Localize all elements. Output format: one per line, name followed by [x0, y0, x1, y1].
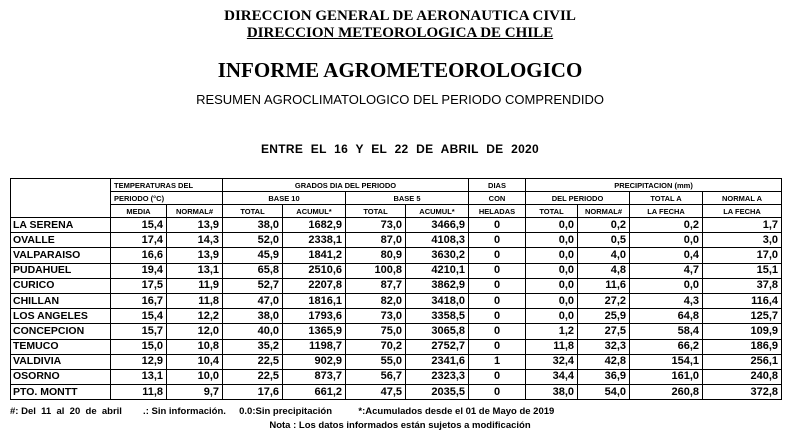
b10-total: 52,0	[223, 233, 283, 248]
precip-normal-to-date: 1,7	[703, 218, 782, 233]
col-b5-acumul: ACUMUL*	[406, 205, 469, 218]
b5-acumul: 2341,6	[406, 354, 469, 369]
col-b10-acumul: ACUMUL*	[283, 205, 346, 218]
office-name: DIRECCION METEOROLOGICA DE CHILE	[246, 25, 554, 41]
b5-acumul: 3358,5	[406, 309, 469, 324]
b10-acumul: 1682,9	[283, 218, 346, 233]
precip-total-to-date: 161,0	[630, 369, 703, 384]
precip-normal-to-date: 125,7	[703, 309, 782, 324]
precip-normal-to-date: 186,9	[703, 339, 782, 354]
b10-acumul: 1793,6	[283, 309, 346, 324]
legend-footnote: #: Del 11 al 20 de abril .: Sin información. 0.0:Sin precipitación *:Acumulados desde el 01 de Mayo de 2019	[10, 406, 555, 417]
b5-total: 55,0	[346, 354, 406, 369]
col-b5-total: TOTAL	[346, 205, 406, 218]
b10-acumul: 1365,9	[283, 324, 346, 339]
b5-total: 87,7	[346, 278, 406, 293]
report-subtitle: RESUMEN AGROCLIMATOLOGICO DEL PERIODO COMPRENDIDO	[196, 92, 604, 107]
temp-media: 17,4	[111, 233, 167, 248]
table-row	[11, 233, 782, 248]
b5-acumul: 3065,8	[406, 324, 469, 339]
temp-media: 19,4	[111, 263, 167, 278]
temp-media: 11,8	[111, 385, 167, 400]
temp-media: 12,9	[111, 354, 167, 369]
station-name: OSORNO	[11, 369, 111, 384]
table-row	[11, 385, 782, 400]
b5-acumul: 2752,7	[406, 339, 469, 354]
frost-days: 0	[469, 263, 526, 278]
precip-normal: 27,5	[578, 324, 630, 339]
b10-total: 40,0	[223, 324, 283, 339]
table-row	[11, 354, 782, 369]
precip-normal-to-date: 372,8	[703, 385, 782, 400]
frost-days: 0	[469, 278, 526, 293]
frost-days-header-3: HELADAS	[469, 205, 526, 218]
station-header	[11, 179, 111, 218]
precip-total-to-date: 0,4	[630, 248, 703, 263]
precip-normal: 4,0	[578, 248, 630, 263]
precip-total-to-date: 4,3	[630, 293, 703, 308]
precip-normal-to-date: 15,1	[703, 263, 782, 278]
temp-media: 15,4	[111, 218, 167, 233]
precip-total: 0,0	[526, 293, 578, 308]
precip-normal-to-date: 240,8	[703, 369, 782, 384]
precip-total: 0,0	[526, 248, 578, 263]
b5-acumul: 3466,9	[406, 218, 469, 233]
precip-normal-to-date: 3,0	[703, 233, 782, 248]
station-name: PTO. MONTT	[11, 385, 111, 400]
precip-normal: 42,8	[578, 354, 630, 369]
table-row	[11, 293, 782, 308]
precip-normal: 0,5	[578, 233, 630, 248]
precip-total: 34,4	[526, 369, 578, 384]
b10-total: 22,5	[223, 369, 283, 384]
precip-total: 0,0	[526, 233, 578, 248]
b5-acumul: 4108,3	[406, 233, 469, 248]
station-name: CHILLAN	[11, 293, 111, 308]
precip-total: 0,0	[526, 263, 578, 278]
station-name: VALDIVIA	[11, 354, 111, 369]
precip-normal: 25,9	[578, 309, 630, 324]
table-row	[11, 369, 782, 384]
temp-period-header: PERIODO (°C)	[111, 192, 223, 205]
precip-normal-to-date: 37,8	[703, 278, 782, 293]
precip-total-to-date: 58,4	[630, 324, 703, 339]
b5-acumul: 3862,9	[406, 278, 469, 293]
precip-total-to-date: 0,2	[630, 218, 703, 233]
precip-total: 38,0	[526, 385, 578, 400]
b10-total: 47,0	[223, 293, 283, 308]
disclaimer-note: Nota : Los datos informados están sujetos a modificación	[269, 420, 531, 431]
precip-normal: 32,3	[578, 339, 630, 354]
precip-total-to-date: 154,1	[630, 354, 703, 369]
b5-total: 73,0	[346, 218, 406, 233]
frost-days: 0	[469, 339, 526, 354]
table-row	[11, 248, 782, 263]
temp-normal: 10,0	[167, 369, 223, 384]
b10-acumul: 1198,7	[283, 339, 346, 354]
precip-total: 11,8	[526, 339, 578, 354]
table-row	[11, 324, 782, 339]
precip-period-header: DEL PERIODO	[526, 192, 630, 205]
b5-total: 75,0	[346, 324, 406, 339]
col-precip-normal: NORMAL#	[578, 205, 630, 218]
col-b10-total: TOTAL	[223, 205, 283, 218]
temp-normal: 11,9	[167, 278, 223, 293]
precip-header: PRECIPITACION (mm)	[526, 179, 782, 192]
precip-normal: 0,2	[578, 218, 630, 233]
col-normal-temp: NORMAL#	[167, 205, 223, 218]
b10-total: 52,7	[223, 278, 283, 293]
frost-days: 0	[469, 309, 526, 324]
station-name: LA SERENA	[11, 218, 111, 233]
total-to-date-header-1: TOTAL A	[630, 192, 703, 205]
precip-total-to-date: 66,2	[630, 339, 703, 354]
agro-data-table	[10, 178, 782, 400]
precip-total: 1,2	[526, 324, 578, 339]
station-name: LOS ANGELES	[11, 309, 111, 324]
b5-total: 82,0	[346, 293, 406, 308]
b5-total: 56,7	[346, 369, 406, 384]
temp-normal: 13,9	[167, 218, 223, 233]
temp-normal: 9,7	[167, 385, 223, 400]
precip-total-to-date: 0,0	[630, 278, 703, 293]
b10-total: 38,0	[223, 309, 283, 324]
report-title: INFORME AGROMETEOROLOGICO	[217, 58, 583, 82]
base10-header: BASE 10	[223, 192, 346, 205]
temp-normal: 14,3	[167, 233, 223, 248]
b5-acumul: 3418,0	[406, 293, 469, 308]
frost-days: 0	[469, 248, 526, 263]
table-row	[11, 339, 782, 354]
table-row	[11, 309, 782, 324]
total-to-date-header-2: LA FECHA	[630, 205, 703, 218]
b5-acumul: 4210,1	[406, 263, 469, 278]
report-period: ENTRE EL 16 Y EL 22 DE ABRIL DE 2020	[260, 142, 539, 156]
b10-total: 45,9	[223, 248, 283, 263]
temp-normal: 13,9	[167, 248, 223, 263]
precip-total: 32,4	[526, 354, 578, 369]
temp-media: 16,7	[111, 293, 167, 308]
col-media: MEDIA	[111, 205, 167, 218]
b10-total: 65,8	[223, 263, 283, 278]
b10-acumul: 902,9	[283, 354, 346, 369]
precip-normal-to-date: 256,1	[703, 354, 782, 369]
b5-total: 100,8	[346, 263, 406, 278]
temp-normal: 12,0	[167, 324, 223, 339]
b5-total: 80,9	[346, 248, 406, 263]
b5-total: 87,0	[346, 233, 406, 248]
agency-name: DIRECCION GENERAL DE AERONAUTICA CIVIL	[224, 8, 576, 24]
precip-normal: 27,2	[578, 293, 630, 308]
precip-normal-to-date: 109,9	[703, 324, 782, 339]
degree-days-header: GRADOS DIA DEL PERIODO	[223, 179, 469, 192]
b10-total: 38,0	[223, 218, 283, 233]
b10-acumul: 873,7	[283, 369, 346, 384]
frost-days: 0	[469, 324, 526, 339]
b10-total: 22,5	[223, 354, 283, 369]
temp-normal: 11,8	[167, 293, 223, 308]
temp-media: 15,7	[111, 324, 167, 339]
station-name: CURICO	[11, 278, 111, 293]
temp-normal: 10,4	[167, 354, 223, 369]
temp-media: 17,5	[111, 278, 167, 293]
precip-total-to-date: 260,8	[630, 385, 703, 400]
b10-total: 17,6	[223, 385, 283, 400]
precip-total: 0,0	[526, 309, 578, 324]
b10-acumul: 1816,1	[283, 293, 346, 308]
b10-acumul: 2510,6	[283, 263, 346, 278]
precip-normal-to-date: 116,4	[703, 293, 782, 308]
temp-media: 16,6	[111, 248, 167, 263]
temp-normal: 10,8	[167, 339, 223, 354]
base5-header: BASE 5	[346, 192, 469, 205]
frost-days: 0	[469, 233, 526, 248]
precip-normal: 54,0	[578, 385, 630, 400]
b5-total: 70,2	[346, 339, 406, 354]
precip-total: 0,0	[526, 218, 578, 233]
station-name: PUDAHUEL	[11, 263, 111, 278]
b10-total: 35,2	[223, 339, 283, 354]
frost-days: 1	[469, 354, 526, 369]
frost-days: 0	[469, 369, 526, 384]
b5-total: 47,5	[346, 385, 406, 400]
b10-acumul: 661,2	[283, 385, 346, 400]
b5-acumul: 3630,2	[406, 248, 469, 263]
table-row	[11, 278, 782, 293]
table-body	[11, 218, 782, 400]
table-row	[11, 218, 782, 233]
b10-acumul: 2207,8	[283, 278, 346, 293]
normal-to-date-header-2: LA FECHA	[703, 205, 782, 218]
station-name: TEMUCO	[11, 339, 111, 354]
station-name: VALPARAISO	[11, 248, 111, 263]
precip-normal-to-date: 17,0	[703, 248, 782, 263]
temp-header: TEMPERATURAS DEL	[111, 179, 223, 192]
precip-normal: 36,9	[578, 369, 630, 384]
table-row	[11, 263, 782, 278]
frost-days-header-2: CON	[469, 192, 526, 205]
frost-days: 0	[469, 385, 526, 400]
precip-total-to-date: 64,8	[630, 309, 703, 324]
b10-acumul: 2338,1	[283, 233, 346, 248]
station-name: CONCEPCION	[11, 324, 111, 339]
precip-normal: 11,6	[578, 278, 630, 293]
col-precip-total: TOTAL	[526, 205, 578, 218]
precip-total-to-date: 4,7	[630, 263, 703, 278]
temp-media: 15,4	[111, 309, 167, 324]
b5-acumul: 2323,3	[406, 369, 469, 384]
temp-normal: 13,1	[167, 263, 223, 278]
precip-total-to-date: 0,0	[630, 233, 703, 248]
precip-total: 0,0	[526, 278, 578, 293]
temp-normal: 12,2	[167, 309, 223, 324]
temp-media: 15,0	[111, 339, 167, 354]
precip-normal: 4,8	[578, 263, 630, 278]
b5-acumul: 2035,5	[406, 385, 469, 400]
normal-to-date-header-1: NORMAL A	[703, 192, 782, 205]
station-name: OVALLE	[11, 233, 111, 248]
b5-total: 73,0	[346, 309, 406, 324]
frost-days-header-1: DIAS	[469, 179, 526, 192]
frost-days: 0	[469, 293, 526, 308]
frost-days: 0	[469, 218, 526, 233]
temp-media: 13,1	[111, 369, 167, 384]
b10-acumul: 1841,2	[283, 248, 346, 263]
